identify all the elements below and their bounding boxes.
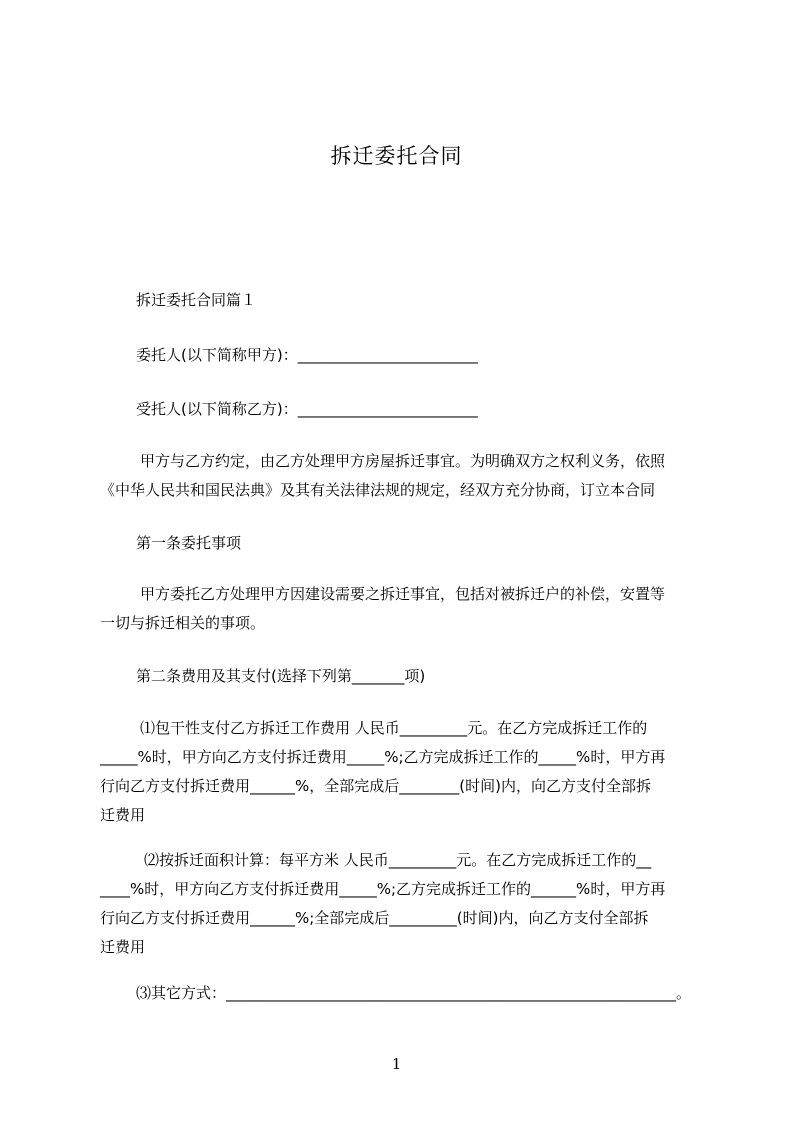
page-number: 1: [391, 1055, 402, 1073]
article2-heading: 第二条费用及其支付(选择下列第_______项): [136, 667, 426, 685]
article1-heading: 第一条委托事项: [136, 534, 242, 552]
article2-option2: [100, 846, 700, 962]
option2-line-3: 行向乙方支付拆迁费用______%;全部完成后_________(时间)内，向乙方支付全部拆: [100, 909, 649, 927]
article1-line-2: 一切与拆迁相关的事项。: [100, 614, 266, 632]
document-title: 拆迁委托合同: [330, 144, 463, 168]
article1-paragraph: [100, 580, 700, 638]
option1-line-4: 迁费用: [100, 806, 146, 824]
preamble-line-1: 甲方与乙方约定，由乙方处理甲方房屋拆迁事宜。为明确双方之权利义务，依照: [140, 452, 666, 470]
option1-line-3: 行向乙方支付拆迁费用______%，全部完成后________(时间)内，向乙方支付全部拆: [100, 777, 651, 795]
option2-line-1: ⑵按拆迁面积计算：每平方米 人民币_________元。在乙方完成拆迁工作的__: [144, 851, 652, 869]
principal-line: 委托人(以下简称甲方)：________________________: [136, 346, 478, 364]
option3-line-1: ⑶其它方式：____________________________________________________________。: [136, 984, 692, 1002]
option1-line-2: _____%时，甲方向乙方支付拆迁费用_____%;乙方完成拆迁工作的_____%时，甲方再: [100, 748, 666, 766]
article1-line-1: 甲方委托乙方处理甲方因建设需要之拆迁事宜，包括对被拆迁户的补偿，安置等: [140, 585, 666, 603]
option2-line-4: 迁费用: [100, 938, 146, 956]
article2-option3: [100, 979, 700, 1008]
preamble-paragraph: [100, 447, 700, 505]
option1-line-1: ⑴包干性支付乙方拆迁工作费用 人民币_________元。在乙方完成拆迁工作的: [140, 719, 648, 737]
article2-option1: [100, 714, 700, 830]
section-heading: 拆迁委托合同篇１: [136, 291, 257, 309]
agent-line: 受托人(以下简称乙方)：________________________: [136, 400, 478, 418]
option2-line-2: ____%时，甲方向乙方支付拆迁费用_____%;乙方完成拆迁工作的______%时，甲方再: [100, 880, 666, 898]
preamble-line-2: 《中华人民共和国民法典》及其有关法律法规的规定，经双方充分协商，订立本合同: [100, 481, 656, 499]
